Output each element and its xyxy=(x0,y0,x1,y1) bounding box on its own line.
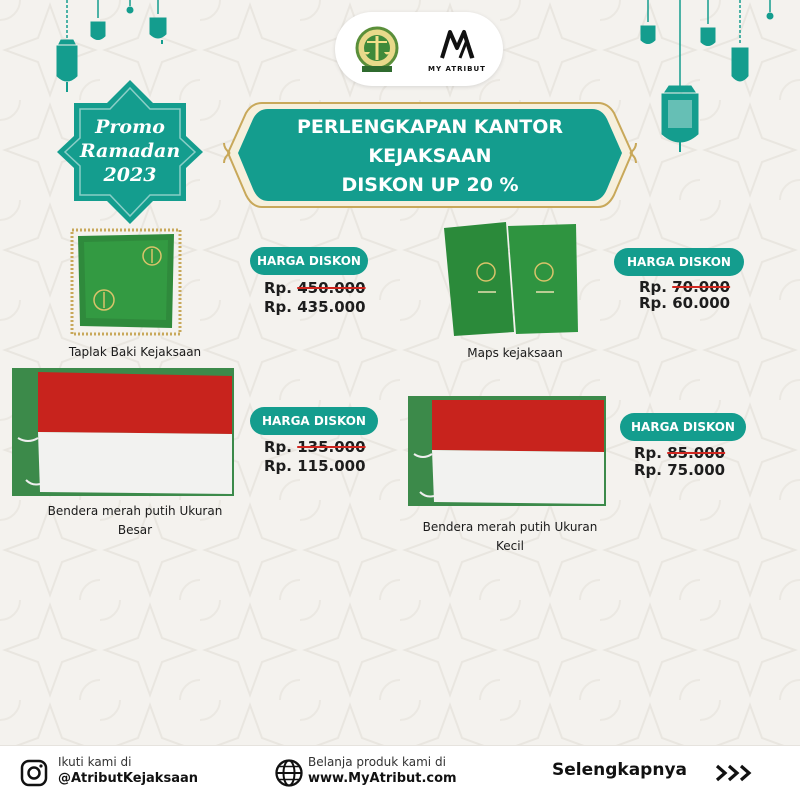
new-price: Rp. 435.000 xyxy=(264,298,366,316)
discount-badge: HARGA DISKON xyxy=(250,407,378,435)
triple-chevron-right-icon[interactable] xyxy=(715,764,755,782)
old-price: Rp. 70.000 xyxy=(639,278,731,296)
product-image-bendera-kecil xyxy=(408,396,606,506)
headline-banner xyxy=(222,95,638,215)
myatribut-logo-icon xyxy=(438,26,476,64)
selengkapnya-button[interactable]: Selengkapnya xyxy=(552,760,688,780)
shop-label: Belanja produk kami di xyxy=(308,755,446,769)
product-image-maps xyxy=(440,220,582,338)
product-name: Bendera merah putih Ukuran Besar xyxy=(47,504,223,537)
promo-ramadan-badge xyxy=(55,78,205,226)
product-image-bendera-besar xyxy=(12,368,234,496)
lantern-decoration-right xyxy=(620,0,780,160)
new-price: Rp. 75.000 xyxy=(634,461,726,479)
old-price: Rp. 135.000 xyxy=(264,438,366,456)
footer xyxy=(0,745,800,800)
banner-line-1: PERLENGKAPAN KANTOR xyxy=(296,116,564,138)
new-price: Rp. 60.000 xyxy=(639,294,731,312)
instagram-icon[interactable] xyxy=(20,759,48,787)
website-link[interactable]: www.MyAtribut.com xyxy=(308,771,457,786)
discount-badge: HARGA DISKON xyxy=(250,247,368,275)
old-price: Rp. 85.000 xyxy=(634,444,726,462)
follow-label: Ikuti kami di xyxy=(58,755,132,769)
product-image-taplak-baki xyxy=(70,228,182,338)
globe-icon[interactable] xyxy=(274,758,304,788)
old-price: Rp. 450.000 xyxy=(264,279,366,297)
new-price: Rp. 115.000 xyxy=(264,457,366,475)
promo-line-2: Ramadan xyxy=(79,140,181,162)
logo-badge xyxy=(335,12,503,86)
banner-line-2: KEJAKSAAN xyxy=(368,145,492,167)
banner-line-3: DISKON UP 20 % xyxy=(341,174,519,196)
kejaksaan-emblem-icon xyxy=(352,22,402,76)
brand-logo xyxy=(428,26,486,73)
instagram-handle-link[interactable]: @AtributKejaksaan xyxy=(58,771,198,786)
product-name: Taplak Baki Kejaksaan xyxy=(68,345,202,359)
product-name: Bendera merah putih Ukuran Kecil xyxy=(422,520,598,553)
promo-line-3: 2023 xyxy=(103,164,157,186)
product-name: Maps kejaksaan xyxy=(467,346,563,360)
discount-badge: HARGA DISKON xyxy=(620,413,746,441)
promo-line-1: Promo xyxy=(95,116,165,138)
discount-badge: HARGA DISKON xyxy=(614,248,744,276)
brand-name: MY ATRIBUT xyxy=(428,64,486,73)
